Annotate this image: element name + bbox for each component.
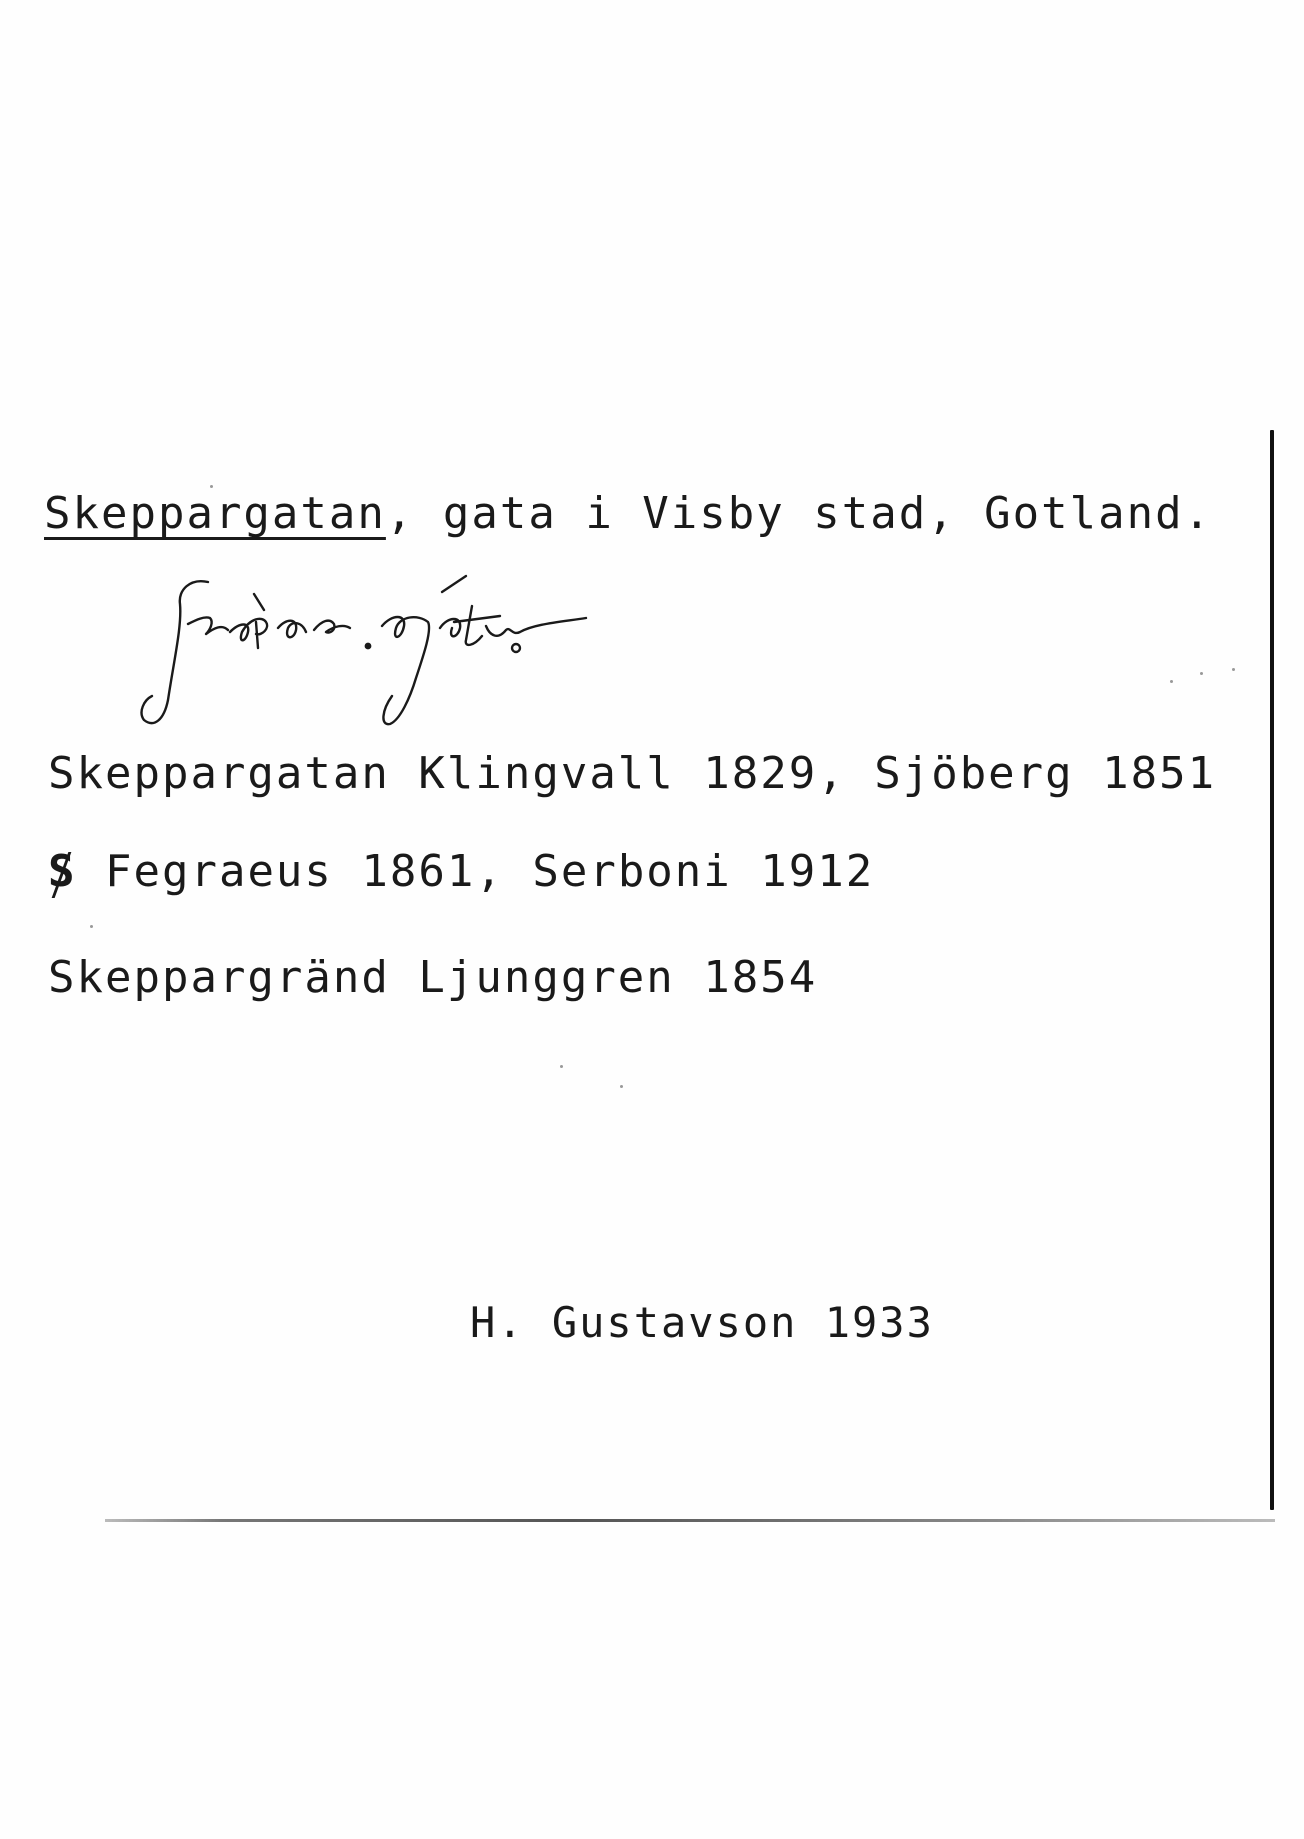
heading-place-name: Skeppargatan <box>44 488 386 539</box>
entry-line-3: Skeppargränd Ljunggren 1854 <box>48 952 818 1003</box>
paper-speck <box>210 485 213 488</box>
paper-speck <box>90 925 93 928</box>
entry-line-2-text: Fegraeus 1861, Serboni 1912 <box>76 846 875 897</box>
paper-speck <box>1200 672 1203 675</box>
paper-speck <box>620 1085 623 1088</box>
paper-speck <box>560 1065 563 1068</box>
paper-speck <box>1232 668 1235 671</box>
card-bottom-edge <box>105 1519 1275 1522</box>
entry-line-2 <box>48 846 875 897</box>
paper-speck <box>1170 680 1173 683</box>
card-heading <box>44 488 1213 539</box>
heading-description: , gata i Visby stad, Gotland. <box>385 488 1213 539</box>
crossed-s-mark: S <box>48 846 77 897</box>
card-right-edge <box>1270 430 1274 1510</box>
signature-line: H. Gustavson 1933 <box>470 1298 934 1347</box>
entry-line-1: Skeppargatan Klingvall 1829, Sjöberg 1851 <box>48 748 1217 799</box>
handwritten-dialect-form <box>130 570 810 740</box>
